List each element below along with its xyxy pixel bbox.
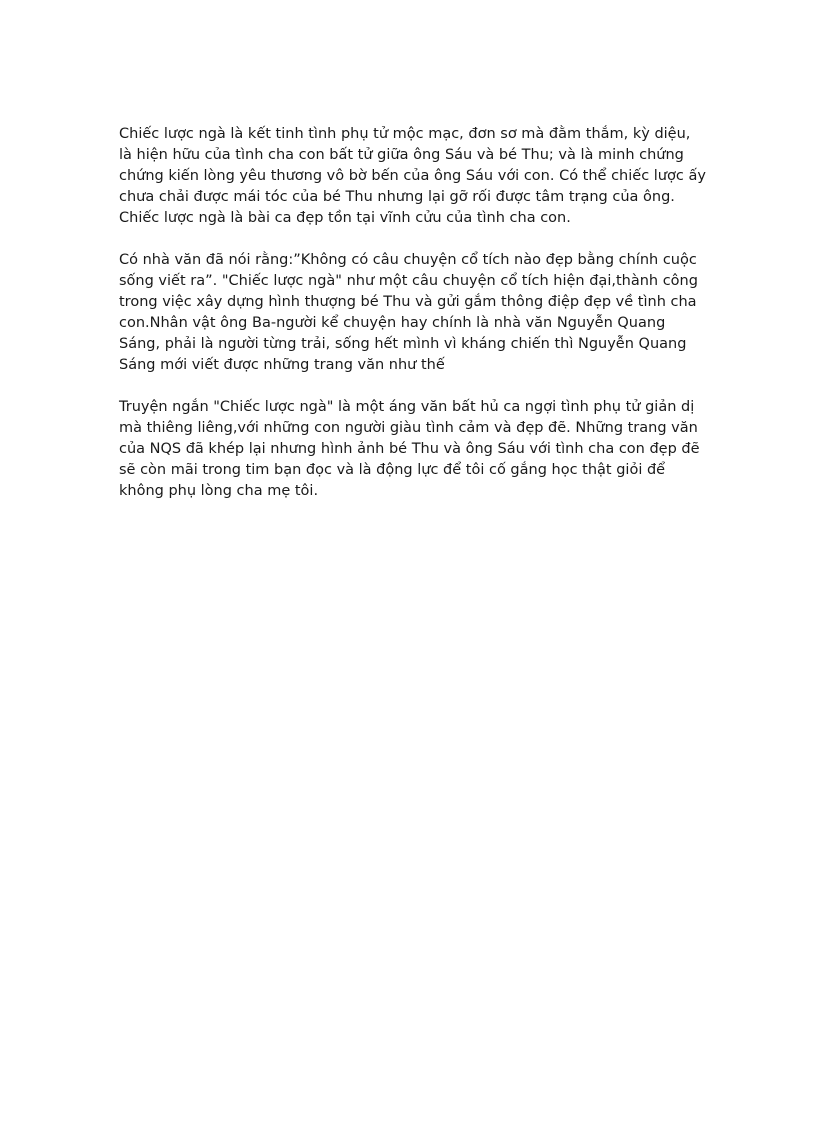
text-line: là hiện hữu của tình cha con bất tử giữa ông Sáu và bé Thu; và là minh chứng bbox=[119, 147, 684, 163]
text-line: Sáng mới viết được những trang văn như thế bbox=[119, 357, 445, 373]
text-line: Chiếc lược ngà là bài ca đẹp tồn tại vĩnh cửu của tình cha con. bbox=[119, 210, 571, 226]
text-line: Có nhà văn đã nói rằng:”Không có câu chuyện cổ tích nào đẹp bằng chính cuộc bbox=[119, 252, 697, 268]
text-line: con.Nhân vật ông Ba-người kể chuyện hay chính là nhà văn Nguyễn Quang bbox=[119, 315, 666, 331]
paragraph-3 bbox=[119, 397, 701, 502]
text-line: không phụ lòng cha mẹ tôi. bbox=[119, 483, 319, 499]
text-line: sống viết ra”. "Chiếc lược ngà" như một câu chuyện cổ tích hiện đại,thành công bbox=[119, 273, 698, 289]
paragraph-2 bbox=[119, 250, 701, 376]
text-line: mà thiêng liêng,với những con người giàu tình cảm và đẹp đẽ. Những trang văn bbox=[119, 420, 698, 436]
document-body bbox=[119, 124, 706, 523]
text-line: Truyện ngắn "Chiếc lược ngà" là một áng văn bất hủ ca ngợi tình phụ tử giản dị bbox=[119, 399, 695, 415]
text-line: sẽ còn mãi trong tim bạn đọc và là động lực để tôi cố gắng học thật giỏi để bbox=[119, 462, 666, 478]
text-line: của NQS đã khép lại nhưng hình ảnh bé Thu và ông Sáu với tình cha con đẹp đẽ bbox=[119, 441, 700, 457]
text-line: chưa chải được mái tóc của bé Thu nhưng lại gỡ rối được tâm trạng của ông. bbox=[119, 189, 675, 205]
text-line: Sáng, phải là người từng trải, sống hết mình vì kháng chiến thì Nguyễn Quang bbox=[119, 336, 687, 352]
text-line: Chiếc lược ngà là kết tinh tình phụ tử mộc mạc, đơn sơ mà đằm thắm, kỳ diệu, bbox=[119, 126, 691, 142]
text-line: trong việc xây dựng hình thượng bé Thu và gửi gắm thông điệp đẹp về tình cha bbox=[119, 294, 697, 310]
paragraph-1 bbox=[119, 124, 706, 229]
text-line: chứng kiến lòng yêu thương vô bờ bến của ông Sáu với con. Có thể chiếc lược ấy bbox=[119, 168, 706, 184]
